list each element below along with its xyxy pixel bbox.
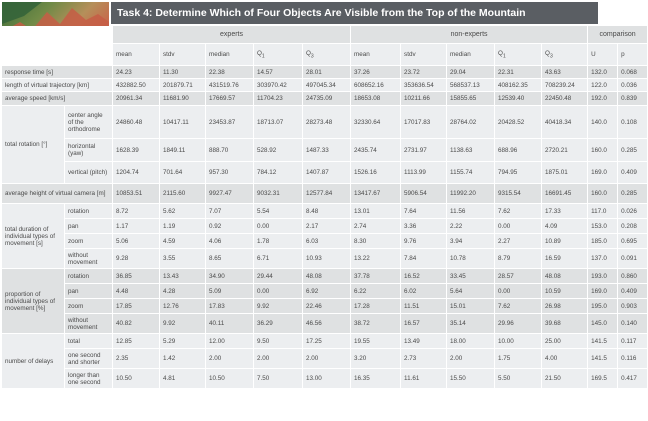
table-cell: 35.14 bbox=[447, 314, 495, 334]
table-cell: 10.78 bbox=[447, 249, 495, 269]
table-cell: 153.0 bbox=[588, 219, 618, 234]
column-header: stdv bbox=[401, 44, 447, 66]
row-sublabel: without movement bbox=[65, 249, 113, 269]
table-cell: 13.43 bbox=[160, 269, 206, 284]
table-cell: 17669.57 bbox=[206, 92, 254, 106]
table-row bbox=[2, 204, 648, 219]
table-cell: 192.0 bbox=[588, 92, 618, 106]
table-cell: 1204.74 bbox=[113, 162, 160, 184]
table-cell: 2720.21 bbox=[542, 139, 588, 162]
table-cell: 46.56 bbox=[303, 314, 351, 334]
table-cell: 16.35 bbox=[351, 369, 401, 389]
table-cell: 888.70 bbox=[206, 139, 254, 162]
table-cell: 24.23 bbox=[113, 66, 160, 79]
table-cell: 15.50 bbox=[447, 369, 495, 389]
table-cell: 1.42 bbox=[160, 349, 206, 369]
table-cell: 0.409 bbox=[618, 162, 648, 184]
table-cell: 17.28 bbox=[351, 299, 401, 314]
table-cell: 7.84 bbox=[401, 249, 447, 269]
table-cell: 145.0 bbox=[588, 314, 618, 334]
table-cell: 10.93 bbox=[303, 249, 351, 269]
group-header-row bbox=[2, 26, 648, 44]
row-sublabel: total bbox=[65, 334, 113, 349]
table-cell: 6.02 bbox=[401, 284, 447, 299]
table-cell: 7.50 bbox=[254, 369, 303, 389]
table-cell: 7.62 bbox=[495, 299, 542, 314]
row-label: total rotation [°] bbox=[2, 106, 65, 184]
table-cell: 408162.35 bbox=[495, 79, 542, 92]
table-cell: 185.0 bbox=[588, 234, 618, 249]
table-cell: 19.55 bbox=[351, 334, 401, 349]
table-cell: 2.35 bbox=[113, 349, 160, 369]
table-cell: 23.72 bbox=[401, 66, 447, 79]
table-cell: 17.85 bbox=[113, 299, 160, 314]
column-header: $Q_3$ bbox=[542, 44, 588, 66]
table-cell: 11.30 bbox=[160, 66, 206, 79]
table-cell: 7.64 bbox=[401, 204, 447, 219]
table-cell: 12.76 bbox=[160, 299, 206, 314]
table-cell: 17.25 bbox=[303, 334, 351, 349]
column-header: $Q_1$ bbox=[254, 44, 303, 66]
table-cell: 1.19 bbox=[160, 219, 206, 234]
column-header-row bbox=[2, 44, 648, 66]
column-header: $Q_3$ bbox=[303, 44, 351, 66]
table-cell: 29.04 bbox=[447, 66, 495, 79]
table-cell: 5.64 bbox=[447, 284, 495, 299]
table-row bbox=[2, 184, 648, 204]
table-cell: 38.72 bbox=[351, 314, 401, 334]
table-cell: 6.92 bbox=[303, 284, 351, 299]
table-row bbox=[2, 249, 648, 269]
table-cell: 169.5 bbox=[588, 369, 618, 389]
table-cell: 9927.47 bbox=[206, 184, 254, 204]
table-cell: 18653.08 bbox=[351, 92, 401, 106]
group-header-experts: experts bbox=[113, 26, 351, 44]
table-cell: 0.417 bbox=[618, 369, 648, 389]
table-cell: 1.78 bbox=[254, 234, 303, 249]
table-cell: 48.08 bbox=[542, 269, 588, 284]
table-row bbox=[2, 369, 648, 389]
table-cell: 39.68 bbox=[542, 314, 588, 334]
table-cell: 10.89 bbox=[542, 234, 588, 249]
table-cell: 1628.39 bbox=[113, 139, 160, 162]
group-header-non-experts: non-experts bbox=[351, 26, 588, 44]
table-cell: 40.11 bbox=[206, 314, 254, 334]
table-cell: 0.091 bbox=[618, 249, 648, 269]
table-cell: 2115.60 bbox=[160, 184, 206, 204]
table-cell: 5.50 bbox=[495, 369, 542, 389]
table-cell: 3.36 bbox=[401, 219, 447, 234]
table-cell: 48.08 bbox=[303, 269, 351, 284]
row-label: total duration of individual types of movement [s] bbox=[2, 204, 65, 269]
table-cell: 28764.02 bbox=[447, 106, 495, 139]
table-cell: 22.46 bbox=[303, 299, 351, 314]
table-cell: 1849.11 bbox=[160, 139, 206, 162]
table-cell: 193.0 bbox=[588, 269, 618, 284]
table-cell: 6.03 bbox=[303, 234, 351, 249]
table-cell: 0.285 bbox=[618, 139, 648, 162]
row-sublabel: zoom bbox=[65, 299, 113, 314]
table-row bbox=[2, 79, 648, 92]
table-cell: 10417.11 bbox=[160, 106, 206, 139]
table-cell: 8.79 bbox=[495, 249, 542, 269]
table-cell: 0.116 bbox=[618, 349, 648, 369]
table-cell: 431519.76 bbox=[206, 79, 254, 92]
table-cell: 0.903 bbox=[618, 299, 648, 314]
table-cell: 4.48 bbox=[113, 284, 160, 299]
table-cell: 40.82 bbox=[113, 314, 160, 334]
table-cell: 16.59 bbox=[542, 249, 588, 269]
table-cell: 18713.07 bbox=[254, 106, 303, 139]
table-cell: 22.38 bbox=[206, 66, 254, 79]
table-cell: 9.50 bbox=[254, 334, 303, 349]
table-row bbox=[2, 334, 648, 349]
table-cell: 13.49 bbox=[401, 334, 447, 349]
table-cell: 794.95 bbox=[495, 162, 542, 184]
table-cell: 11.61 bbox=[401, 369, 447, 389]
table-cell: 1407.87 bbox=[303, 162, 351, 184]
table-cell: 7.07 bbox=[206, 204, 254, 219]
table-cell: 22450.48 bbox=[542, 92, 588, 106]
table-cell: 15855.65 bbox=[447, 92, 495, 106]
row-sublabel: center angle of the orthodrome bbox=[65, 106, 113, 139]
table-cell: 3.20 bbox=[351, 349, 401, 369]
table-cell: 22.31 bbox=[495, 66, 542, 79]
table-cell: 0.026 bbox=[618, 204, 648, 219]
table-cell: 0.695 bbox=[618, 234, 648, 249]
table-cell: 4.28 bbox=[160, 284, 206, 299]
table-cell: 141.5 bbox=[588, 334, 618, 349]
table-cell: 16.57 bbox=[401, 314, 447, 334]
table-cell: 0.92 bbox=[206, 219, 254, 234]
table-cell: 28.57 bbox=[495, 269, 542, 284]
table-cell: 0.140 bbox=[618, 314, 648, 334]
table-cell: 1875.01 bbox=[542, 162, 588, 184]
table-cell: 1526.16 bbox=[351, 162, 401, 184]
table-cell: 4.06 bbox=[206, 234, 254, 249]
table-cell: 9315.54 bbox=[495, 184, 542, 204]
table-cell: 37.78 bbox=[351, 269, 401, 284]
table-cell: 36.85 bbox=[113, 269, 160, 284]
table-cell: 0.208 bbox=[618, 219, 648, 234]
group-header-comparison: comparison bbox=[588, 26, 648, 44]
table-cell: 12577.84 bbox=[303, 184, 351, 204]
table-cell: 24860.48 bbox=[113, 106, 160, 139]
table-row bbox=[2, 284, 648, 299]
column-header: mean bbox=[113, 44, 160, 66]
table-cell: 11.56 bbox=[447, 204, 495, 219]
table-cell: 15.01 bbox=[447, 299, 495, 314]
column-header: U bbox=[588, 44, 618, 66]
table-cell: 1155.74 bbox=[447, 162, 495, 184]
row-sublabel: longer than one second bbox=[65, 369, 113, 389]
row-sublabel: vertical (pitch) bbox=[65, 162, 113, 184]
table-cell: 18.00 bbox=[447, 334, 495, 349]
table-cell: 708239.24 bbox=[542, 79, 588, 92]
row-sublabel: horizontal (yaw) bbox=[65, 139, 113, 162]
table-cell: 16691.45 bbox=[542, 184, 588, 204]
table-cell: 141.5 bbox=[588, 349, 618, 369]
table-cell: 195.0 bbox=[588, 299, 618, 314]
table-cell: 957.30 bbox=[206, 162, 254, 184]
table-cell: 0.00 bbox=[254, 219, 303, 234]
table-cell: 20428.52 bbox=[495, 106, 542, 139]
column-header: median bbox=[206, 44, 254, 66]
table-cell: 0.117 bbox=[618, 334, 648, 349]
table-cell: 568537.13 bbox=[447, 79, 495, 92]
table-cell: 23453.87 bbox=[206, 106, 254, 139]
table-cell: 3.94 bbox=[447, 234, 495, 249]
table-cell: 1.17 bbox=[113, 219, 160, 234]
table-cell: 688.96 bbox=[495, 139, 542, 162]
table-cell: 32330.64 bbox=[351, 106, 401, 139]
row-label: average height of virtual camera [m] bbox=[2, 184, 113, 204]
table-cell: 26.98 bbox=[542, 299, 588, 314]
table-cell: 9.92 bbox=[254, 299, 303, 314]
table-cell: 1.75 bbox=[495, 349, 542, 369]
row-label: length of virtual trajectory [km] bbox=[2, 79, 113, 92]
table-cell: 169.0 bbox=[588, 162, 618, 184]
table-cell: 12539.40 bbox=[495, 92, 542, 106]
table-cell: 0.00 bbox=[254, 284, 303, 299]
table-cell: 43.63 bbox=[542, 66, 588, 79]
table-cell: 0.285 bbox=[618, 184, 648, 204]
table-cell: 1487.33 bbox=[303, 139, 351, 162]
table-cell: 2.00 bbox=[447, 349, 495, 369]
table-cell: 0.00 bbox=[495, 284, 542, 299]
table-cell: 117.0 bbox=[588, 204, 618, 219]
table-cell: 24735.09 bbox=[303, 92, 351, 106]
table-cell: 1138.63 bbox=[447, 139, 495, 162]
table-cell: 353636.54 bbox=[401, 79, 447, 92]
row-sublabel: pan bbox=[65, 219, 113, 234]
table-row bbox=[2, 234, 648, 249]
table-cell: 0.036 bbox=[618, 79, 648, 92]
table-cell: 10.50 bbox=[113, 369, 160, 389]
row-sublabel: zoom bbox=[65, 234, 113, 249]
table-cell: 5906.54 bbox=[401, 184, 447, 204]
table-cell: 8.48 bbox=[303, 204, 351, 219]
table-cell: 0.00 bbox=[495, 219, 542, 234]
table-cell: 2.27 bbox=[495, 234, 542, 249]
table-cell: 5.06 bbox=[113, 234, 160, 249]
table-cell: 8.65 bbox=[206, 249, 254, 269]
table-cell: 9032.31 bbox=[254, 184, 303, 204]
table-cell: 140.0 bbox=[588, 106, 618, 139]
table-row bbox=[2, 349, 648, 369]
table-cell: 497045.34 bbox=[303, 79, 351, 92]
table-cell: 2731.97 bbox=[401, 139, 447, 162]
table-row bbox=[2, 106, 648, 139]
table-cell: 11992.20 bbox=[447, 184, 495, 204]
table-cell: 160.0 bbox=[588, 139, 618, 162]
table-cell: 28273.48 bbox=[303, 106, 351, 139]
table-cell: 1113.99 bbox=[401, 162, 447, 184]
page-title: Task 4: Determine Which of Four Objects Are Visible from the Top of the Mountain bbox=[111, 2, 598, 24]
table-cell: 3.55 bbox=[160, 249, 206, 269]
table-cell: 2.22 bbox=[447, 219, 495, 234]
column-header: $Q_1$ bbox=[495, 44, 542, 66]
table-cell: 0.839 bbox=[618, 92, 648, 106]
table-cell: 2435.74 bbox=[351, 139, 401, 162]
table-cell: 4.09 bbox=[542, 219, 588, 234]
table-cell: 701.64 bbox=[160, 162, 206, 184]
table-cell: 40418.34 bbox=[542, 106, 588, 139]
table-cell: 11704.23 bbox=[254, 92, 303, 106]
table-row bbox=[2, 162, 648, 184]
table-cell: 6.22 bbox=[351, 284, 401, 299]
row-sublabel: rotation bbox=[65, 269, 113, 284]
table-cell: 17.83 bbox=[206, 299, 254, 314]
table-cell: 2.17 bbox=[303, 219, 351, 234]
column-header: mean bbox=[351, 44, 401, 66]
table-cell: 2.00 bbox=[254, 349, 303, 369]
table-cell: 29.44 bbox=[254, 269, 303, 284]
column-header: p bbox=[618, 44, 648, 66]
table-cell: 5.09 bbox=[206, 284, 254, 299]
table-cell: 28.01 bbox=[303, 66, 351, 79]
row-label: response time [s] bbox=[2, 66, 113, 79]
row-label: average speed [km/s] bbox=[2, 92, 113, 106]
table-cell: 9.92 bbox=[160, 314, 206, 334]
table-row bbox=[2, 269, 648, 284]
table-cell: 13417.67 bbox=[351, 184, 401, 204]
table-cell: 4.59 bbox=[160, 234, 206, 249]
table-cell: 201879.71 bbox=[160, 79, 206, 92]
table-row bbox=[2, 219, 648, 234]
table-cell: 14.57 bbox=[254, 66, 303, 79]
table-cell: 34.90 bbox=[206, 269, 254, 284]
table-cell: 160.0 bbox=[588, 184, 618, 204]
table-cell: 13.22 bbox=[351, 249, 401, 269]
table-cell: 2.74 bbox=[351, 219, 401, 234]
table-cell: 13.00 bbox=[303, 369, 351, 389]
table-cell: 0.409 bbox=[618, 284, 648, 299]
table-cell: 33.45 bbox=[447, 269, 495, 284]
table-cell: 25.00 bbox=[542, 334, 588, 349]
row-sublabel: pan bbox=[65, 284, 113, 299]
table-cell: 6.71 bbox=[254, 249, 303, 269]
table-cell: 13.01 bbox=[351, 204, 401, 219]
table-cell: 36.29 bbox=[254, 314, 303, 334]
table-cell: 0.108 bbox=[618, 106, 648, 139]
row-label: number of delays bbox=[2, 334, 65, 389]
table-cell: 17017.83 bbox=[401, 106, 447, 139]
table-cell: 303970.42 bbox=[254, 79, 303, 92]
table-cell: 12.00 bbox=[206, 334, 254, 349]
table-cell: 7.62 bbox=[495, 204, 542, 219]
table-cell: 132.0 bbox=[588, 66, 618, 79]
table-cell: 122.0 bbox=[588, 79, 618, 92]
table-cell: 608652.16 bbox=[351, 79, 401, 92]
table-cell: 784.12 bbox=[254, 162, 303, 184]
table-cell: 169.0 bbox=[588, 284, 618, 299]
table-cell: 4.81 bbox=[160, 369, 206, 389]
table-cell: 8.72 bbox=[113, 204, 160, 219]
table-cell: 0.068 bbox=[618, 66, 648, 79]
row-sublabel: without movement bbox=[65, 314, 113, 334]
table-cell: 11681.90 bbox=[160, 92, 206, 106]
table-cell: 8.30 bbox=[351, 234, 401, 249]
results-table bbox=[2, 26, 648, 389]
table-cell: 2.00 bbox=[206, 349, 254, 369]
table-cell: 2.73 bbox=[401, 349, 447, 369]
table-cell: 432882.50 bbox=[113, 79, 160, 92]
table-cell: 12.85 bbox=[113, 334, 160, 349]
table-cell: 10853.51 bbox=[113, 184, 160, 204]
table-cell: 10.00 bbox=[495, 334, 542, 349]
table-row bbox=[2, 66, 648, 79]
table-cell: 21.50 bbox=[542, 369, 588, 389]
table-cell: 0.860 bbox=[618, 269, 648, 284]
table-cell: 11.51 bbox=[401, 299, 447, 314]
table-cell: 5.29 bbox=[160, 334, 206, 349]
table-row bbox=[2, 299, 648, 314]
table-row bbox=[2, 314, 648, 334]
column-header: median bbox=[447, 44, 495, 66]
table-cell: 5.62 bbox=[160, 204, 206, 219]
table-cell: 9.76 bbox=[401, 234, 447, 249]
table-cell: 29.96 bbox=[495, 314, 542, 334]
table-cell: 10211.66 bbox=[401, 92, 447, 106]
table-cell: 528.92 bbox=[254, 139, 303, 162]
table-cell: 2.00 bbox=[303, 349, 351, 369]
row-sublabel: rotation bbox=[65, 204, 113, 219]
table-cell: 17.33 bbox=[542, 204, 588, 219]
table-cell: 4.00 bbox=[542, 349, 588, 369]
row-label: proportion of individual types of movement [%] bbox=[2, 269, 65, 334]
row-sublabel: one second and shorter bbox=[65, 349, 113, 369]
table-row bbox=[2, 139, 648, 162]
table-cell: 20961.34 bbox=[113, 92, 160, 106]
table-cell: 37.26 bbox=[351, 66, 401, 79]
column-header: stdv bbox=[160, 44, 206, 66]
table-row bbox=[2, 92, 648, 106]
table-cell: 16.52 bbox=[401, 269, 447, 284]
table-cell: 5.54 bbox=[254, 204, 303, 219]
table-cell: 137.0 bbox=[588, 249, 618, 269]
table-cell: 10.50 bbox=[206, 369, 254, 389]
table-cell: 9.28 bbox=[113, 249, 160, 269]
table-cell: 10.59 bbox=[542, 284, 588, 299]
